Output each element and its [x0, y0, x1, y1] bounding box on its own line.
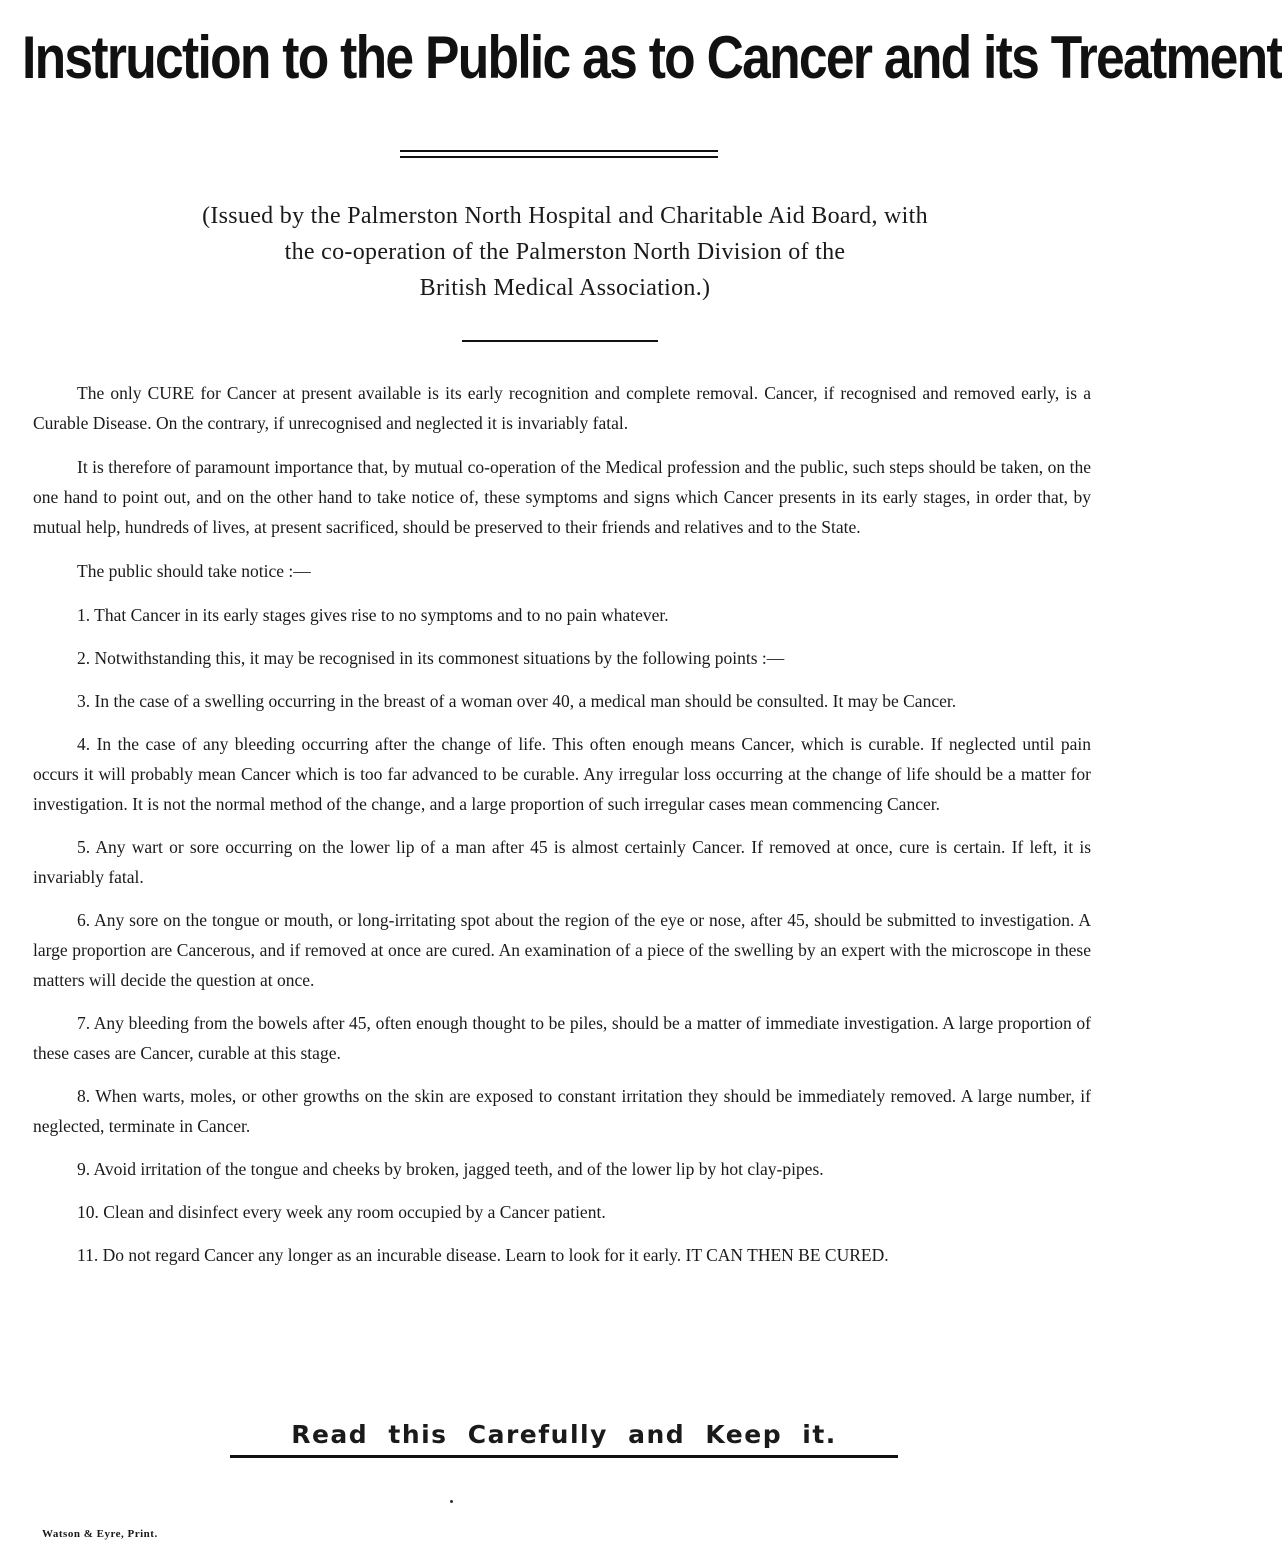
- list-item: 5. Any wart or sore occurring on the lower lip of a man after 45 is almost certainly Cancer. If removed at once, cure is certain. If left, it is invariably fatal.: [33, 837, 1091, 887]
- list-item: 1. That Cancer in its early stages gives rise to no symptoms and to no pain whatever.: [77, 605, 669, 625]
- page-title: Instruction to the Public as to Cancer and its Treatment: [22, 24, 1282, 91]
- rule-line: [400, 156, 718, 158]
- section-divider: [462, 340, 658, 342]
- list-item: 11. Do not regard Cancer any longer as an incurable disease. Learn to look for it early. IT CAN THEN BE CURED.: [77, 1245, 889, 1265]
- issued-by-line: British Medical Association.): [419, 275, 711, 301]
- list-item: 10. Clean and disinfect every week any room occupied by a Cancer patient.: [77, 1202, 606, 1222]
- call-to-action: Read this Carefully and Keep it.: [291, 1420, 837, 1449]
- issued-by-line: (Issued by the Palmerston North Hospital and Charitable Aid Board, with: [202, 203, 928, 229]
- rule-line: [400, 150, 718, 152]
- print-speck: [450, 1500, 453, 1503]
- list-item: 3. In the case of a swelling occurring in the breast of a woman over 40, a medical man should be consulted. It may be Cancer.: [77, 691, 957, 711]
- list-item: 4. In the case of any bleeding occurring after the change of life. This often enough means Cancer, which is curable. If neglected until pain occurs it will probably mean Cancer which is too far advanced to be curable. Any irregular loss occurring at the change of life should be a matter for investigation. It is not the normal method of the change, and a large proportion of such irregular cases mean commencing Cancer.: [33, 734, 1091, 814]
- printer-credit: Watson & Eyre, Print.: [42, 1528, 158, 1540]
- issued-by-line: the co-operation of the Palmerston North Division of the: [284, 239, 846, 265]
- list-item: 9. Avoid irritation of the tongue and cheeks by broken, jagged teeth, and of the lower lip by hot clay-pipes.: [77, 1159, 824, 1179]
- list-item: 2. Notwithstanding this, it may be recognised in its commonest situations by the following points :—: [77, 648, 785, 668]
- body-text: [33, 378, 1091, 1283]
- title-double-rule: [400, 150, 718, 162]
- call-to-action-underline: [230, 1455, 898, 1458]
- intro-paragraph: The only CURE for Cancer at present available is its early recognition and complete removal. Cancer, if recognised and removed early, is a Curable Disease. On the contrary, if unrecognised and neglected it is invariably fatal.: [33, 383, 1091, 433]
- intro-paragraph: It is therefore of paramount importance that, by mutual co-operation of the Medical profession and the public, such steps should be taken, on the one hand to point out, and on the other hand to take notice of, these symptoms and signs which Cancer presents in its early stages, in order that, by mutual help, hundreds of lives, at present sacrificed, should be preserved to their friends and relatives and to the State.: [33, 457, 1091, 537]
- issued-by-notice: [60, 198, 1070, 306]
- list-item: 7. Any bleeding from the bowels after 45, often enough thought to be piles, should be a matter of immediate investigation. A large proportion of these cases are Cancer, curable at this stage.: [33, 1013, 1091, 1063]
- notice-heading: The public should take notice :—: [77, 561, 311, 581]
- list-item: 8. When warts, moles, or other growths on the skin are exposed to constant irritation they should be immediately removed. A large number, if neglected, terminate in Cancer.: [33, 1086, 1091, 1136]
- list-item: 6. Any sore on the tongue or mouth, or long-irritating spot about the region of the eye or nose, after 45, should be submitted to investigation. A large proportion are Cancerous, and if removed at once are cured. An examination of a piece of the swelling by an expert with the microscope in these matters will decide the question at once.: [33, 910, 1091, 990]
